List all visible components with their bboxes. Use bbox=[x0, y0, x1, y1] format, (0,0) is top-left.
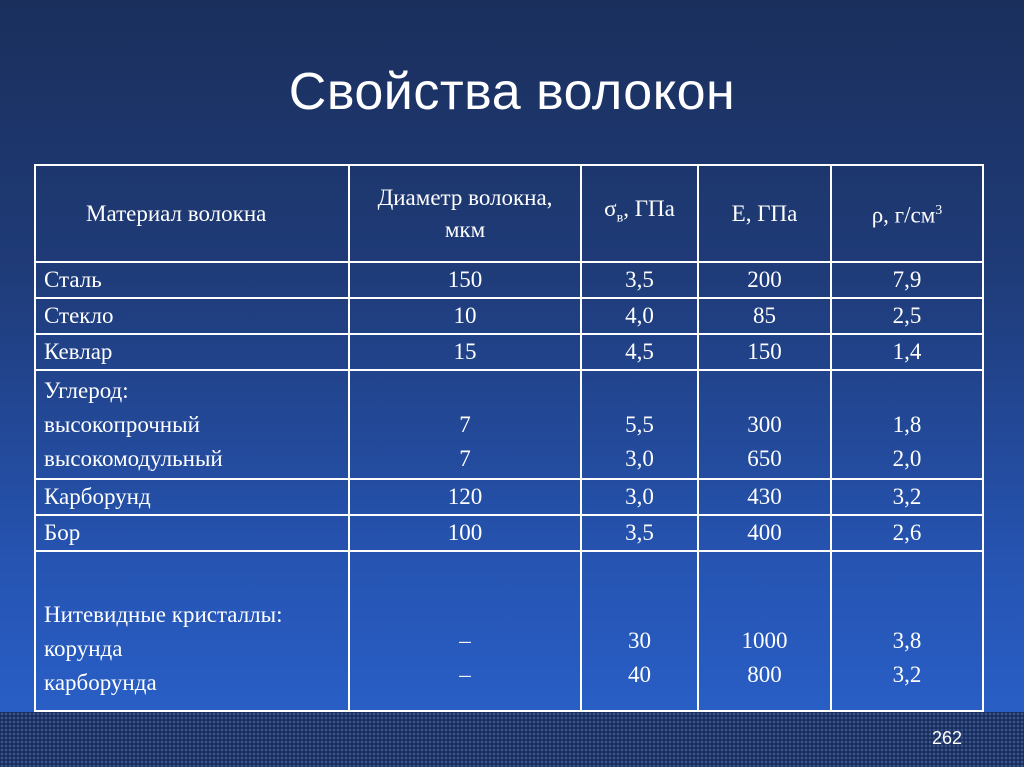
value: 650 bbox=[747, 446, 782, 471]
header-density-label: ρ, г/см bbox=[871, 202, 936, 228]
header-e-modulus: E, ГПа bbox=[698, 165, 831, 262]
value: – bbox=[459, 662, 471, 687]
value: – bbox=[459, 628, 471, 653]
table-row bbox=[35, 334, 983, 370]
rho-cell: 2,6 bbox=[831, 515, 983, 551]
value: 3,2 bbox=[892, 662, 922, 687]
table-row-whiskers bbox=[35, 551, 983, 711]
header-sigma-symbol: σ bbox=[604, 195, 617, 221]
value: 3,0 bbox=[625, 446, 654, 471]
diameter-cell: 150 bbox=[349, 262, 581, 298]
table-row bbox=[35, 298, 983, 334]
table-header-row bbox=[35, 165, 983, 262]
header-material: Материал волокна bbox=[35, 165, 349, 262]
value: 7 bbox=[459, 412, 471, 437]
diameter-cell: 10 bbox=[349, 298, 581, 334]
rho-cell bbox=[831, 551, 983, 711]
value: 40 bbox=[628, 662, 651, 687]
header-diameter bbox=[349, 165, 581, 262]
rho-cell: 2,5 bbox=[831, 298, 983, 334]
sigma-cell: 4,5 bbox=[581, 334, 698, 370]
e-cell: 85 bbox=[698, 298, 831, 334]
group-label: Нитевидные кристаллы: bbox=[44, 602, 283, 627]
header-density bbox=[831, 165, 983, 262]
table-row bbox=[35, 515, 983, 551]
fiber-properties-table bbox=[34, 164, 984, 712]
diameter-cell: 120 bbox=[349, 479, 581, 515]
value: 2,0 bbox=[892, 446, 922, 471]
sigma-cell: 4,0 bbox=[581, 298, 698, 334]
e-cell: 400 bbox=[698, 515, 831, 551]
group-label: Углерод: bbox=[44, 377, 129, 403]
sigma-cell: 3,5 bbox=[581, 262, 698, 298]
header-sigma-sub: в bbox=[616, 210, 624, 226]
value: 800 bbox=[747, 662, 782, 687]
e-cell: 430 bbox=[698, 479, 831, 515]
sigma-cell bbox=[581, 370, 698, 479]
diameter-cell bbox=[349, 551, 581, 711]
sigma-cell bbox=[581, 551, 698, 711]
header-density-sup: 3 bbox=[935, 203, 943, 219]
value: 1000 bbox=[741, 628, 788, 653]
rho-cell: 7,9 bbox=[831, 262, 983, 298]
material-cell bbox=[35, 551, 349, 711]
material-cell: Сталь bbox=[35, 262, 349, 298]
sigma-cell: 3,0 bbox=[581, 479, 698, 515]
value: 7 bbox=[459, 446, 471, 471]
sub-material: карборунда bbox=[44, 670, 157, 695]
rho-cell: 1,4 bbox=[831, 334, 983, 370]
slide-title: Свойства волокон bbox=[288, 63, 736, 121]
header-diameter-line1: Диаметр волокна, bbox=[377, 184, 553, 210]
header-diameter-line2: мкм bbox=[444, 216, 486, 242]
diameter-cell bbox=[349, 370, 581, 479]
table-row-carbon bbox=[35, 370, 983, 479]
material-cell: Кевлар bbox=[35, 334, 349, 370]
material-cell bbox=[35, 370, 349, 479]
value: 5,5 bbox=[625, 412, 654, 437]
table-row bbox=[35, 479, 983, 515]
material-cell: Бор bbox=[35, 515, 349, 551]
material-cell: Карборунд bbox=[35, 479, 349, 515]
sigma-cell: 3,5 bbox=[581, 515, 698, 551]
page-number: 262 bbox=[931, 728, 962, 748]
rho-cell: 3,2 bbox=[831, 479, 983, 515]
footer-band bbox=[0, 712, 1024, 767]
value: 3,8 bbox=[892, 628, 922, 653]
value: 300 bbox=[747, 412, 782, 437]
sub-material: высокопрочный bbox=[44, 411, 200, 437]
diameter-cell: 100 bbox=[349, 515, 581, 551]
value: 30 bbox=[628, 628, 651, 653]
material-cell: Стекло bbox=[35, 298, 349, 334]
header-sigma bbox=[581, 165, 698, 262]
header-sigma-unit: , ГПа bbox=[623, 195, 675, 221]
e-cell: 200 bbox=[698, 262, 831, 298]
rho-cell bbox=[831, 370, 983, 479]
diameter-cell: 15 bbox=[349, 334, 581, 370]
e-cell bbox=[698, 370, 831, 479]
sub-material: высокомодульный bbox=[44, 445, 223, 471]
e-cell bbox=[698, 551, 831, 711]
table-row bbox=[35, 262, 983, 298]
e-cell: 150 bbox=[698, 334, 831, 370]
sub-material: корунда bbox=[44, 636, 123, 661]
value: 1,8 bbox=[892, 412, 922, 437]
